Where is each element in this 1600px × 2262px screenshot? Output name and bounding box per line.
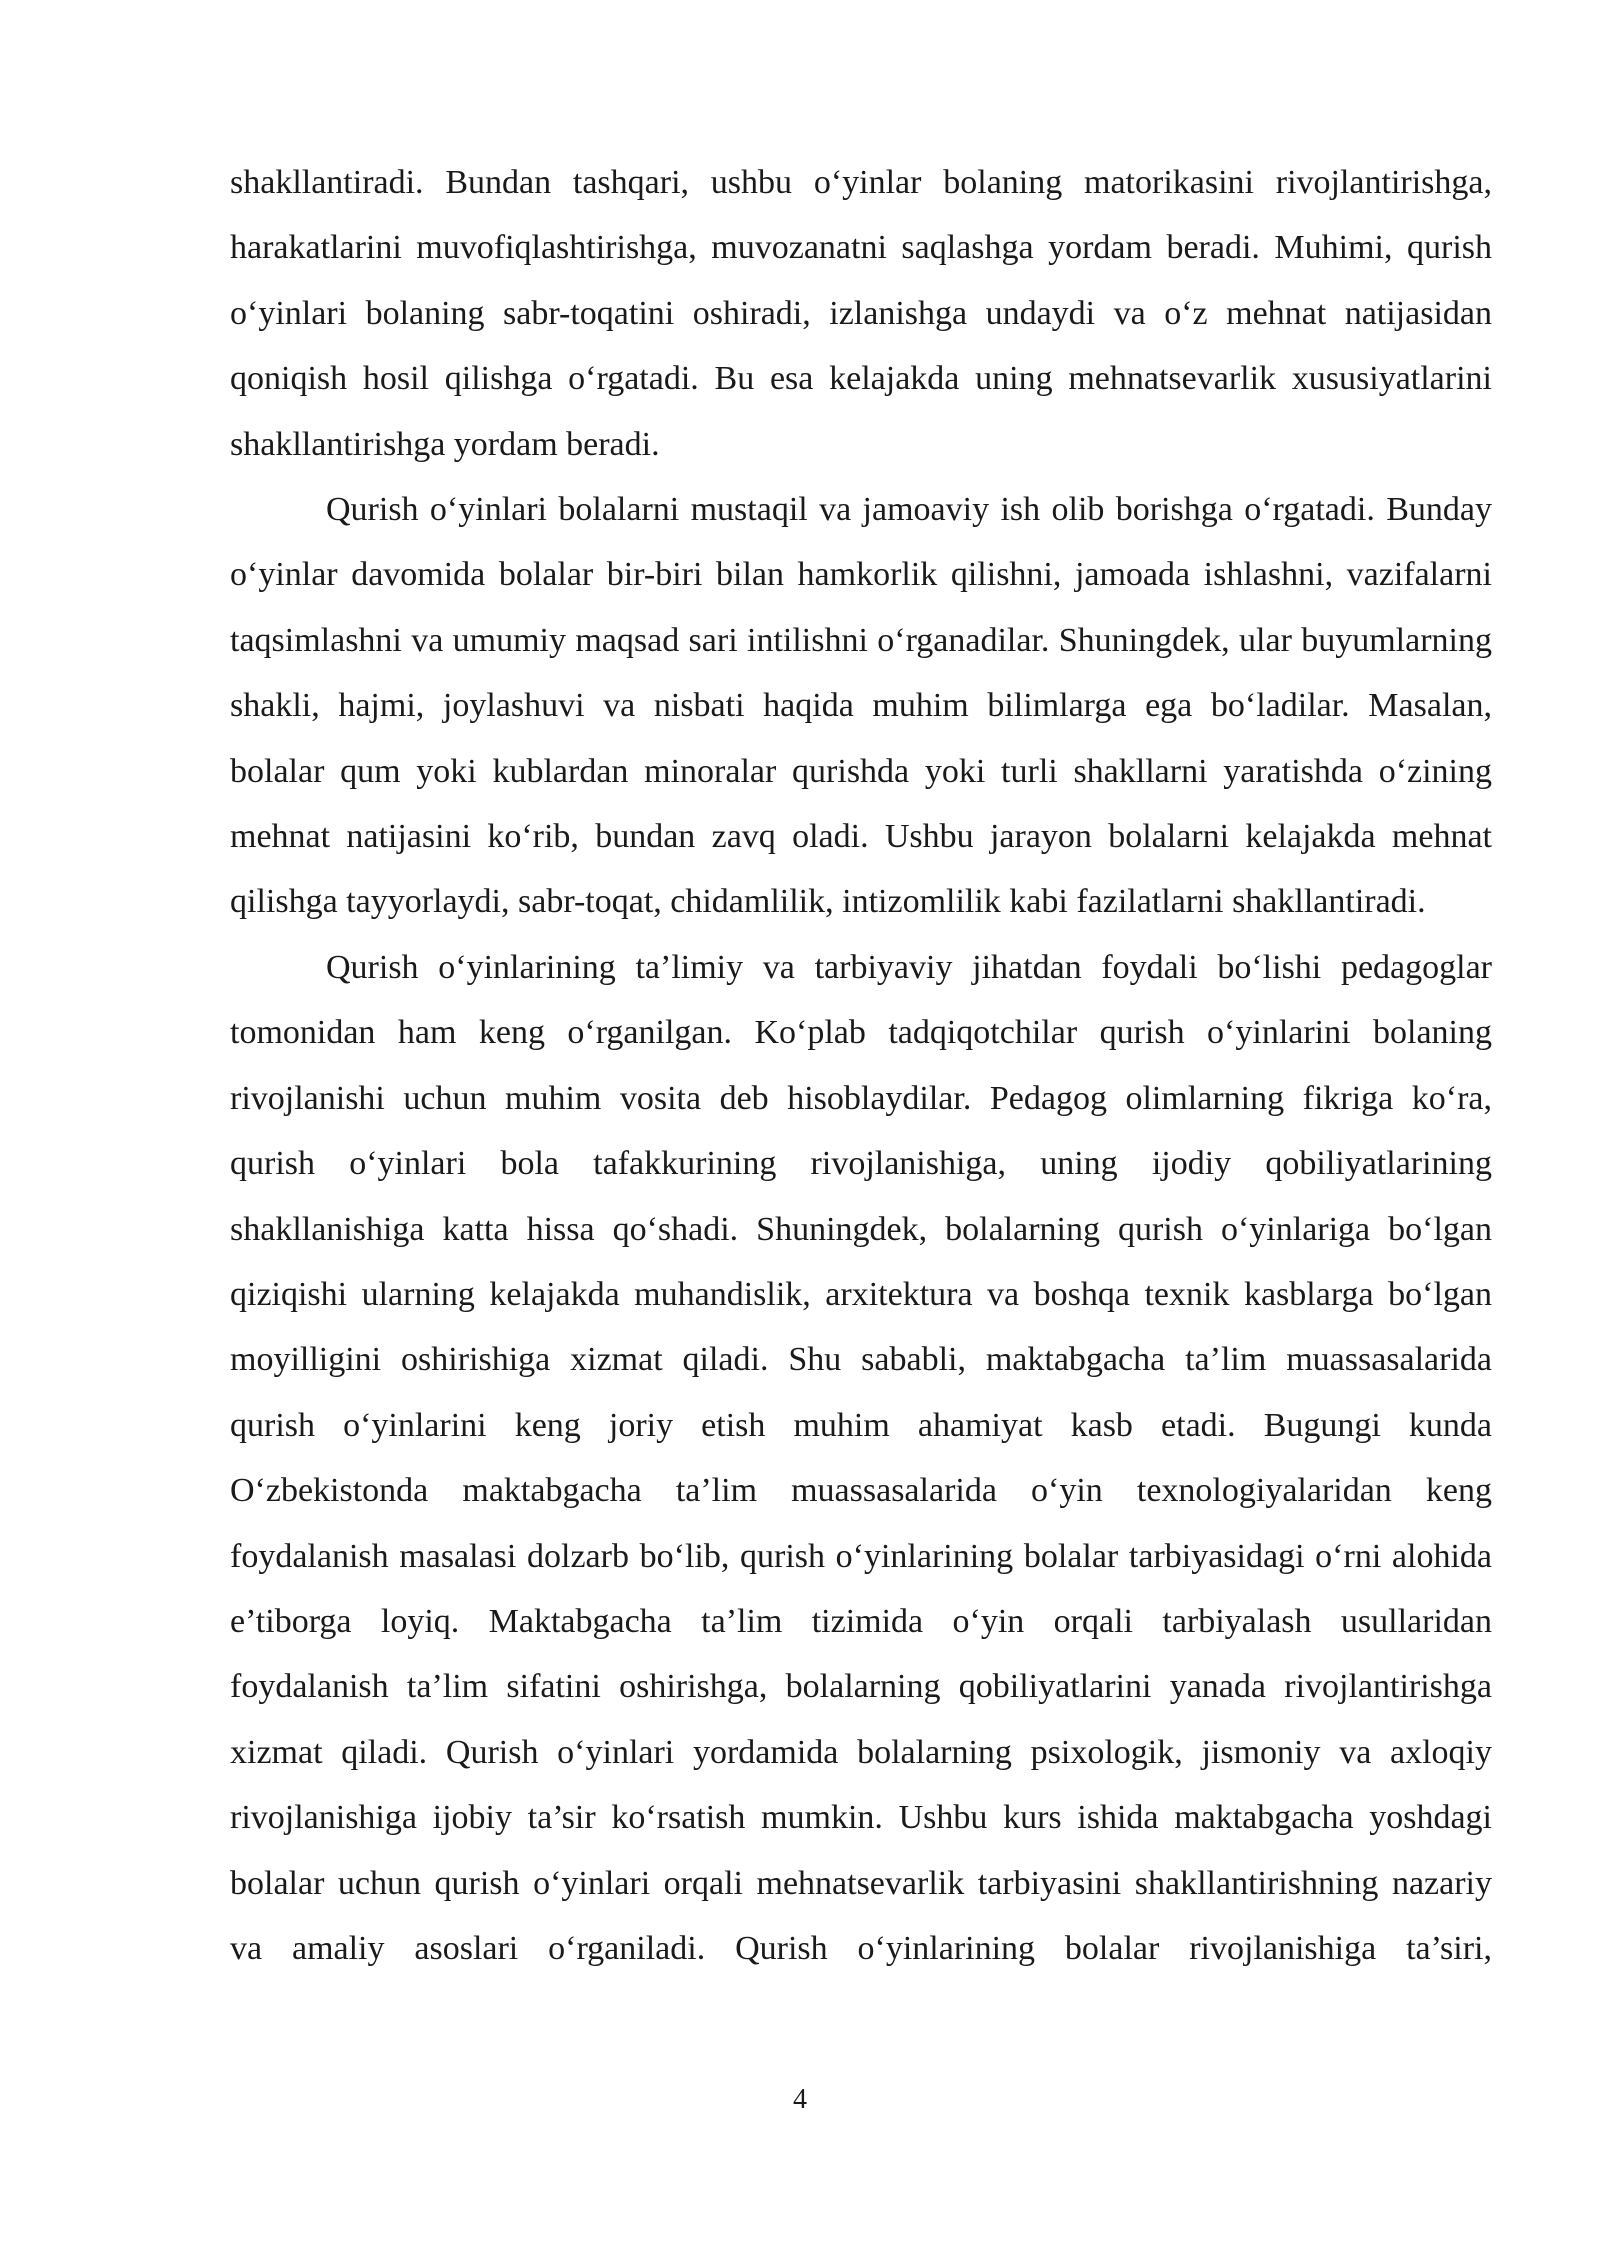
body-text: [230, 150, 1492, 1981]
paragraph-continuation: shakllantiradi. Bundan tashqari, ushbu o‘yinlar bolaning matorikasini rivojlantirishga, harakatlarini muvofiqlashtirishga, muvozanatni saqlashga yordam beradi. Muhimi, qurish o‘yinlari bolaning sabr-toqatini oshiradi, izlanishga undaydi va o‘z mehnat natijasidan qoniqish hosil qilishga o‘rgatadi. Bu esa kelajakda uning mehnatsevarlik xususiyatlarini shakllantirishga yordam beradi.: [230, 164, 1492, 463]
paragraph-construction-games-teamwork: Qurish o‘yinlari bolalarni mustaqil va jamoaviy ish olib borishga o‘rgatadi. Bunday o‘yinlar davomida bolalar bir-biri bilan hamkorlik qilishni, jamoada ishlashni, vazifalarni taqsimlashni va umumiy maqsad sari intilishni o‘rganadilar. Shuningdek, ular buyumlarning shakli, hajmi, joylashuvi va nisbati haqida muhim bilimlarga ega bo‘ladilar. Masalan, bolalar qum yoki kublardan minoralar qurishda yoki turli shakllarni yaratishda o‘zining mehnat natijasini ko‘rib, bundan zavq oladi. Ushbu jarayon bolalarni kelajakda mehnat qilishga tayyorlaydi, sabr-toqat, chidamlilik, intizomlilik kabi fazilatlarni shakllantiradi.: [230, 491, 1492, 921]
page-number: 4: [793, 2084, 807, 2115]
paragraph-construction-games-pedagogy: Qurish o‘yinlarining ta’limiy va tarbiyaviy jihatdan foydali bo‘lishi pedagoglar tomonidan ham keng o‘rganilgan. Ko‘plab tadqiqotchilar qurish o‘yinlarini bolaning rivojlanishi uchun muhim vosita deb hisoblaydilar. Pedagog olimlarning fikriga ko‘ra, qurish o‘yinlari bola tafakkurining rivojlanishiga, uning ijodiy qobiliyatlarining shakllanishiga katta hissa qo‘shadi. Shuningdek, bolalarning qurish o‘yinlariga bo‘lgan qiziqishi ularning kelajakda muhandislik, arxitektura va boshqa texnik kasblarga bo‘lgan moyilligini oshirishiga xizmat qiladi. Shu sababli, maktabgacha ta’lim muassasalarida qurish o‘yinlarini keng joriy etish muhim ahamiyat kasb etadi. Bugungi kunda O‘zbekistonda maktabgacha ta’lim muassasalarida o‘yin texnologiyalaridan keng foydalanish masalasi dolzarb bo‘lib, qurish o‘yinlarining bolalar tarbiyasidagi o‘rni alohida e’tiborga loyiq. Maktabgacha ta’lim tizimida o‘yin orqali tarbiyalash usullaridan foydalanish ta’lim sifatini oshirishga, bolalarning qobiliyatlarini yanada rivojlantirishga xizmat qiladi. Qurish o‘yinlari yordamida bolalarning psixologik, jismoniy va axloqiy rivojlanishiga ijobiy ta’sir ko‘rsatish mumkin. Ushbu kurs ishida maktabgacha yoshdagi bolalar uchun qurish o‘yinlari orqali mehnatsevarlik tarbiyasini shakllantirishning nazariy va amaliy asoslari o‘rganiladi. Qurish o‘yinlarining bolalar rivojlanishiga ta’siri,: [230, 948, 1492, 1967]
